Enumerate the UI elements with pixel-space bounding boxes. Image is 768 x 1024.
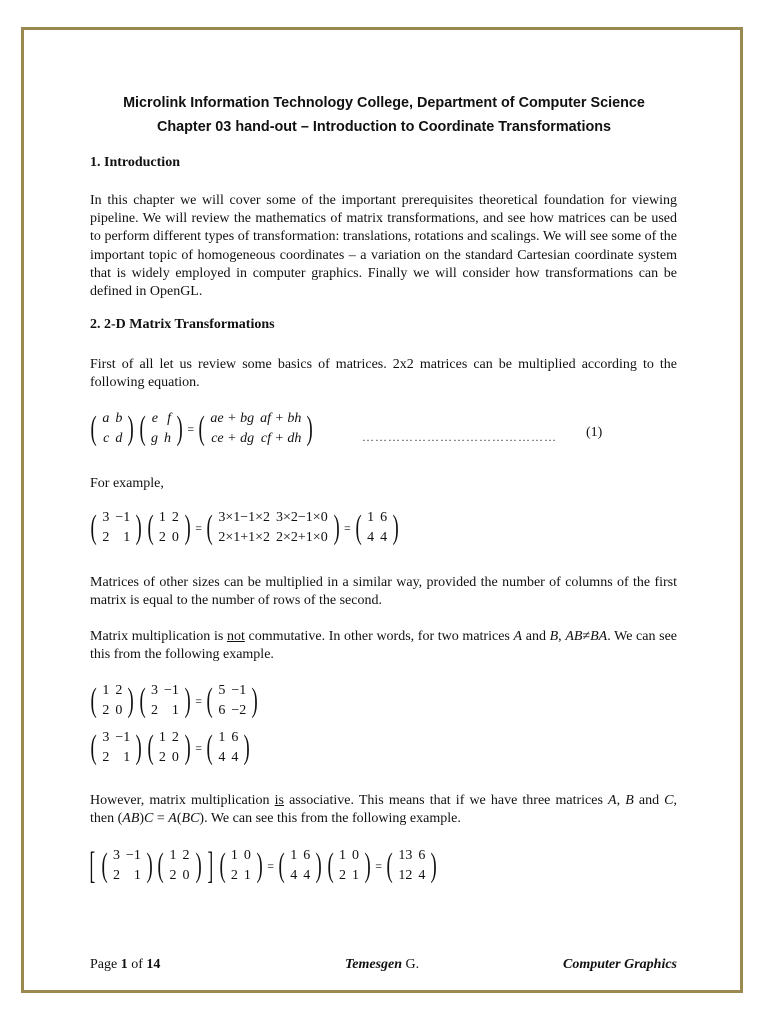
footer-author: Temesgen G. bbox=[345, 957, 420, 972]
equation-leader-dots: ……………………………………… bbox=[362, 430, 557, 444]
for-example-label: For example, bbox=[90, 476, 164, 491]
matrix: ( ae + bg af + bh ce + dg cf + dh ) bbox=[198, 410, 314, 447]
header-chapter: Chapter 03 hand-out – Introduction to Coordinate Transformations bbox=[156, 119, 612, 135]
associative-paragraph: However, matrix multiplication is associative. This means that if we have three matrices A, B and C, then (AB)C = A(BC). We can see this from the following example. bbox=[90, 793, 678, 827]
equation-number: (1) bbox=[586, 425, 603, 440]
commutative-paragraph: Matrix multiplication is not commutative. In other words, for two matrices A and B, AB≠BA. We can see this from the following example. bbox=[90, 629, 678, 663]
equation-4: ( 3 −1 2 1 ) ( 1 2 2 0 ) = ( 1 6 4 4 ) bbox=[90, 729, 251, 766]
equation-2: ( 3 −1 2 1 ) ( 1 2 2 0 ) = ( 3×1−1×2 3×2−1×0 2×1+1×2 2×2+1×0 ) = ( 1 6 4 4 ) bbox=[90, 509, 399, 546]
basics-paragraph: First of all let us review some basics of matrices. 2x2 matrices can be multiplied according to the following equation. bbox=[90, 357, 677, 391]
intro-paragraph: In this chapter we will cover some of the important prerequisites theoretical foundation for viewing pipeline. We will review the mathematics of matrix transformations, and see how matrices can be used to perform different types of transformation: translations, rotations and scalings. We will see some of the important topic of homogeneous coordinates – a variation on the standard Cartesian coordinate system that is widely employed in computer graphics. Finally we will consider how transformations can be defined in OpenGL. bbox=[90, 193, 677, 300]
matrix: ( a b c d ) bbox=[90, 410, 135, 447]
section-matrix-title: 2. 2-D Matrix Transformations bbox=[90, 317, 275, 332]
header-college: Microlink Information Technology College, Department of Computer Science bbox=[123, 95, 645, 111]
footer-page-number: Page 1 of 14 bbox=[90, 957, 161, 972]
equation-1: ( a b c d ) ( e f g h ) = ( ae + bg af + bh ce + dg cf + dh ) bbox=[88, 409, 316, 449]
footer-course: Computer Graphics bbox=[563, 957, 677, 972]
section-introduction-title: 1. Introduction bbox=[90, 155, 180, 170]
matrix: ( e f g h ) bbox=[139, 410, 183, 447]
equation-5: [ ( 3 −1 2 1 ) ( 1 2 2 0 ) ] ( 1 0 2 1 ) = ( 1 6 4 4 ) ( 1 0 2 1 ) = ( 13 6 12 4 ) bbox=[89, 845, 438, 887]
equation-3: ( 1 2 2 0 ) ( 3 −1 2 1 ) = ( 5 −1 6 −2 ) bbox=[90, 682, 259, 719]
sizes-paragraph: Matrices of other sizes can be multiplied in a similar way, provided the number of columns of the first matrix is equal to the number of rows of the second. bbox=[90, 575, 677, 609]
